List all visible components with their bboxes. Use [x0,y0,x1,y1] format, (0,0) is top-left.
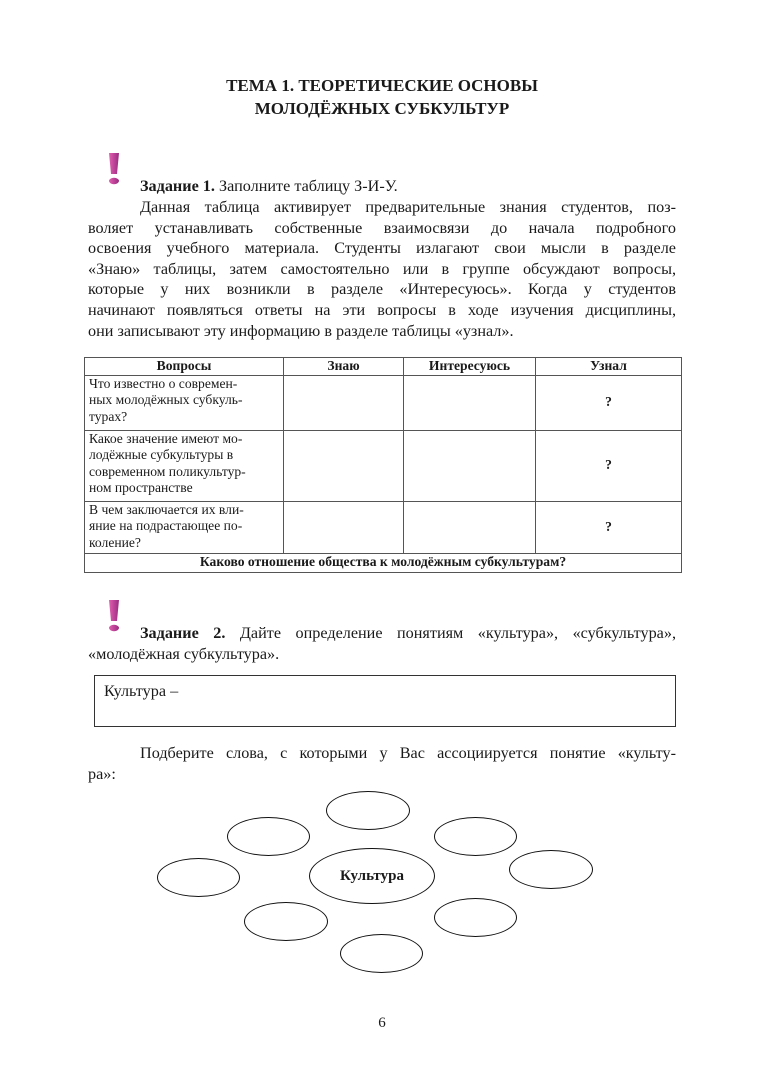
interested-cell[interactable] [404,375,536,430]
column-header-learned: Узнал [536,358,682,376]
task2-instruction-cont: «молодёжная субкультура». [88,644,280,663]
association-line: ра»: [88,764,116,783]
know-cell[interactable] [284,430,404,501]
task1-instruction: Заполните таблицу З-И-У. [219,177,398,195]
learned-cell[interactable]: ? [536,375,682,430]
task2-instruction: Дайте определение понятиям «культура», «субкультура», [239,624,676,642]
learned-cell[interactable]: ? [536,430,682,501]
question-cell [85,501,284,553]
question-line: современном поликультур- [89,463,246,479]
question-line: В чем заключается их вли- [89,501,244,517]
table-row [85,430,682,501]
know-cell[interactable] [284,375,404,430]
table-footer-question: Каково отношение общества к молодёжным субкультурам? [85,553,682,572]
cluster-satellite-bottom[interactable] [340,934,423,973]
question-line: Какое значение имеют мо- [89,430,243,446]
question-line: яние на подрастающее по- [89,518,243,533]
table-row [85,375,682,430]
question-line: ных молодёжных субкуль- [89,392,243,407]
definition-label: Культура – [104,682,179,700]
column-header-interested: Интересуюсь [404,358,536,376]
task1-heading [140,176,398,197]
task1-label: Задание 1. [140,177,215,195]
interested-cell[interactable] [404,430,536,501]
learned-cell[interactable]: ? [536,501,682,553]
exclamation-icon [106,152,122,186]
desc-line: воляет устанавливать собственные взаимосвязи до начала подробного [88,218,676,237]
task2-heading [88,623,676,664]
desc-line: они записывают эту информацию в разделе таблицы «узнал». [88,321,514,340]
association-prompt [88,743,676,784]
task1-description [88,197,676,341]
column-header-know: Знаю [284,358,404,376]
desc-line: начинают появляться ответы на эти вопросы в ходе изучения дисциплины, [88,300,676,319]
cluster-satellite-right[interactable] [509,850,593,889]
question-line: турах? [89,408,128,424]
question-line: коление? [89,534,141,550]
know-cell[interactable] [284,501,404,553]
cluster-satellite-lower-left[interactable] [244,902,328,941]
question-line: лодёжные субкультуры в [89,447,234,462]
association-line: Подберите слова, с которыми у Вас ассоциируется понятие «культу- [140,744,676,762]
table-footer-row [85,553,682,572]
cluster-satellite-top[interactable] [326,791,410,830]
desc-line: освоения учебного материала. Студенты излагают свои мысли в разделе [88,239,676,258]
interested-cell[interactable] [404,501,536,553]
question-line: ном пространстве [89,480,193,495]
page-number: 6 [378,1015,386,1031]
cluster-satellite-upper-right[interactable] [434,817,517,856]
task2-label: Задание 2. [140,624,226,642]
page-title-line1: ТЕМА 1. ТЕОРЕТИЧЕСКИЕ ОСНОВЫ [226,76,538,95]
cluster-satellite-left[interactable] [157,858,240,897]
ziu-table [84,357,682,573]
column-header-questions: Вопросы [85,358,284,376]
question-cell [85,375,284,430]
cluster-satellite-upper-left[interactable] [227,817,310,856]
question-line: Что известно о современ- [89,375,238,391]
definition-box-culture[interactable] [94,675,676,727]
desc-line: которые у них возникли в разделе «Интересуюсь». Когда у студентов [88,280,676,299]
page-title-line2: МОЛОДЁЖНЫХ СУБКУЛЬТУР [254,99,510,118]
table-header-row [85,358,682,376]
question-cell [85,430,284,501]
desc-line: «Знаю» таблицы, затем самостоятельно или в группе обсуждают вопросы, [88,259,676,278]
desc-line: Данная таблица активирует предварительные знания студентов, поз- [140,198,676,216]
cluster-satellite-lower-right[interactable] [434,898,517,937]
table-row [85,501,682,553]
cluster-center: Культура [309,848,435,904]
